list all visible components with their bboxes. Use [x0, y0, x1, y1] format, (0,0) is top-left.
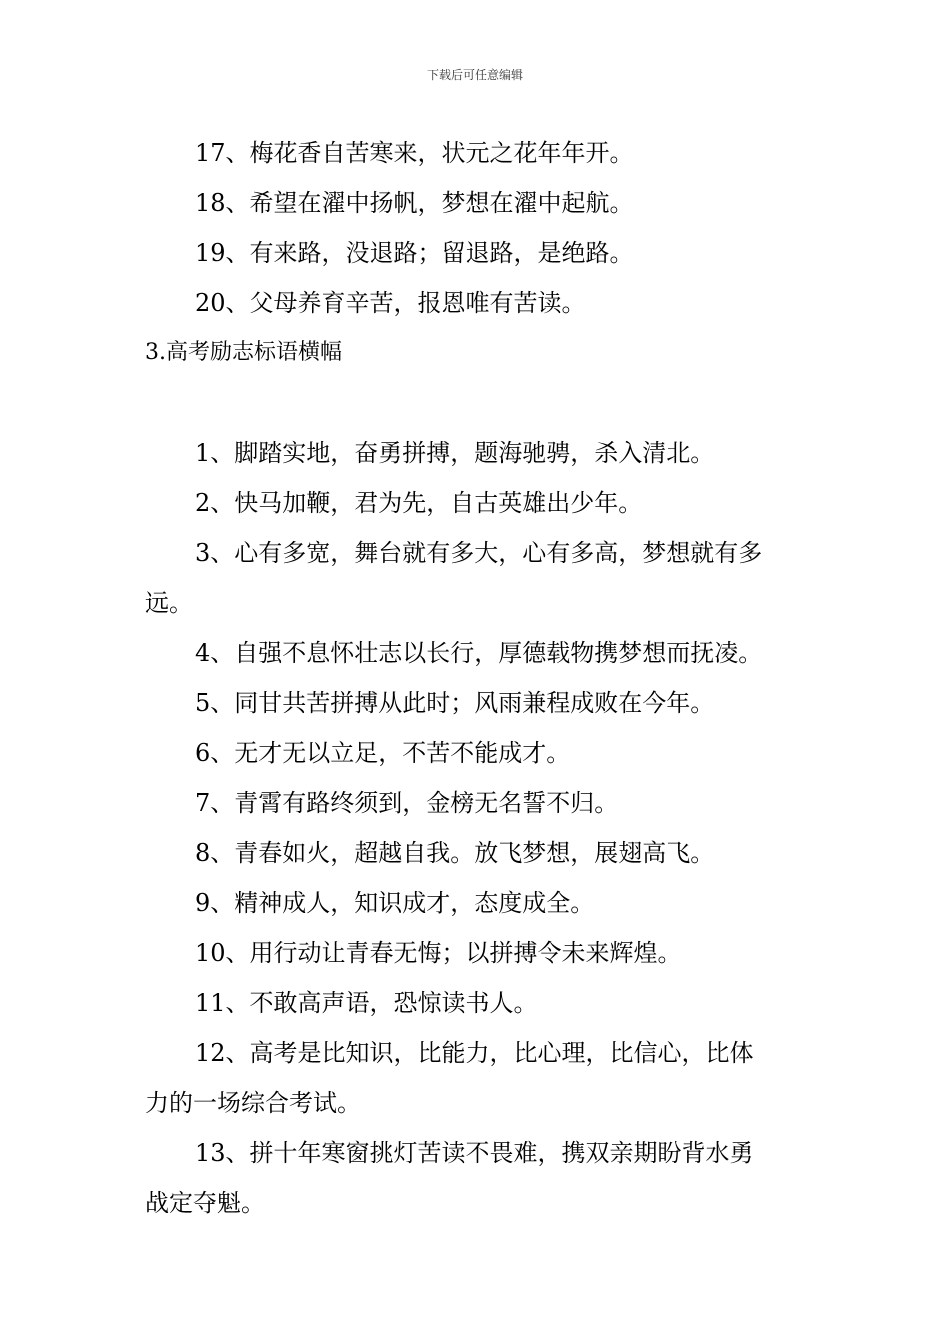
slogan-line: 4、自强不息怀壮志以长行，厚德载物携梦想而抚凌。	[195, 639, 763, 667]
section-heading: 3.高考励志标语横幅	[145, 340, 342, 365]
slogan-line: 2、快马加鞭，君为先，自古英雄出少年。	[195, 489, 643, 517]
slogan-line: 8、青春如火，超越自我。放飞梦想，展翅高飞。	[195, 839, 715, 867]
slogan-line: 17、梅花香自苦寒来，状元之花年年开。	[195, 139, 634, 167]
slogan-line: 20、父母养育辛苦，报恩唯有苦读。	[195, 289, 586, 317]
slogan-line: 1、脚踏实地，奋勇拼搏，题海驰骋，杀入清北。	[195, 439, 715, 467]
document-body	[145, 128, 810, 1228]
page-header-note: 下载后可任意编辑	[426, 68, 523, 82]
slogan-line: 13、拼十年寒窗挑灯苦读不畏难，携双亲期盼背水勇	[195, 1139, 754, 1167]
slogan-line: 6、无才无以立足，不苦不能成才。	[195, 739, 571, 767]
slogan-line: 19、有来路，没退路；留退路，是绝路。	[195, 239, 634, 267]
slogan-line: 3、心有多宽，舞台就有多大，心有多高，梦想就有多	[195, 539, 763, 567]
slogan-line: 5、同甘共苦拼搏从此时；风雨兼程成败在今年。	[195, 689, 715, 717]
slogan-line: 18、希望在濯中扬帆，梦想在濯中起航。	[195, 189, 634, 217]
slogan-line-continuation: 力的一场综合考试。	[145, 1089, 361, 1117]
slogan-line: 11、不敢高声语，恐惊读书人。	[195, 989, 538, 1017]
blank-line	[145, 378, 810, 428]
slogan-line-continuation: 远。	[145, 589, 193, 617]
slogan-line: 12、高考是比知识，比能力，比心理，比信心，比体	[195, 1039, 754, 1067]
slogan-line: 9、精神成人，知识成才，态度成全。	[195, 889, 595, 917]
slogan-line-continuation: 战定夺魁。	[145, 1189, 265, 1217]
slogan-line: 7、青霄有路终须到，金榜无名誓不归。	[195, 789, 619, 817]
slogan-line: 10、用行动让青春无悔；以拼搏令未来辉煌。	[195, 939, 682, 967]
